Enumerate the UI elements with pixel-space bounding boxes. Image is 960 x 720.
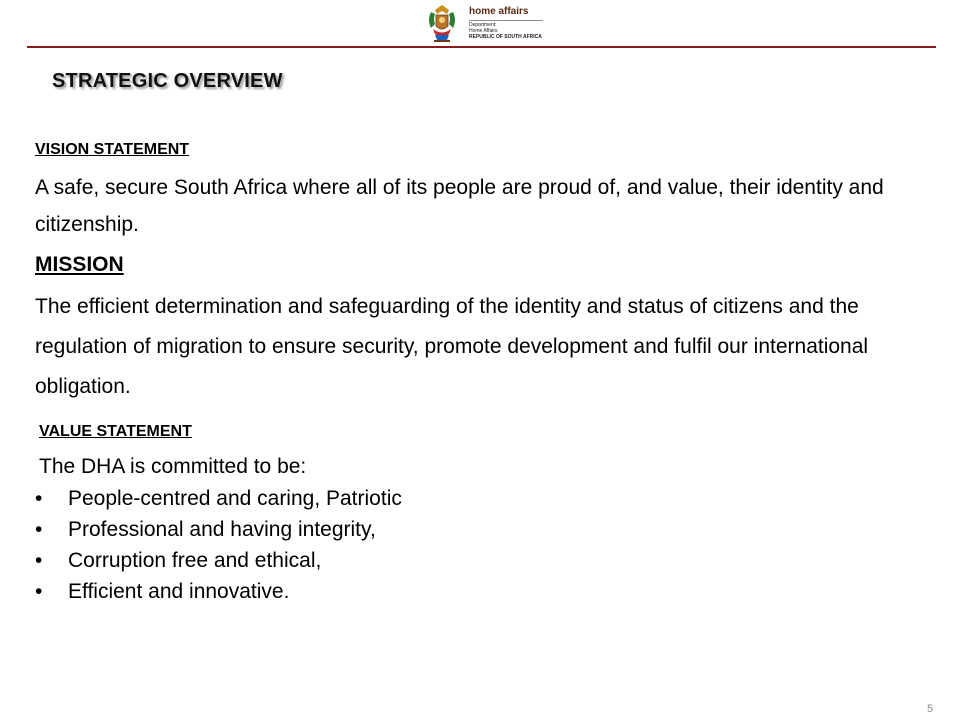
list-item [35,545,402,576]
logo-divider [469,20,543,21]
mission-text: The efficient determination and safeguarding of the identity and status of citizens and the regulation of migration to ensure security, promote development and fulfil our international obligation. [35,295,869,398]
list-item-text: Efficient and innovative. [68,580,290,603]
header-divider [27,46,936,48]
vision-statement-label: VISION STATEMENT [35,141,190,158]
bullet-icon: • [35,549,43,572]
mission-label: MISSION [35,253,124,276]
logo-line-republic: REPUBLIC OF SOUTH AFRICA [469,34,542,40]
value-statement-label: VALUE STATEMENT [39,423,192,440]
value-list [35,483,402,607]
bullet-icon: • [35,487,43,510]
bullet-icon: • [35,580,43,603]
list-item [35,483,402,514]
coat-of-arms-icon [425,2,459,44]
logo-brand-text: home affairs [469,6,529,17]
vision-statement-text: A safe, secure South Africa where all of its people are proud of, and value, their identity and citizenship. [35,176,884,236]
logo-line-department: Department: [469,22,497,28]
home-affairs-logo [425,2,555,46]
list-item [35,576,402,607]
slide-title: STRATEGIC OVERVIEW [52,70,283,92]
list-item [35,514,402,545]
bullet-icon: • [35,518,43,541]
page-number: 5 [927,703,934,715]
logo-line-home-affairs: Home Affairs [469,28,498,34]
list-item-text: Professional and having integrity, [68,518,376,541]
value-statement-intro: The DHA is committed to be: [39,455,307,478]
list-item-text: Corruption free and ethical, [68,549,322,572]
list-item-text: People-centred and caring, Patriotic [68,487,402,510]
